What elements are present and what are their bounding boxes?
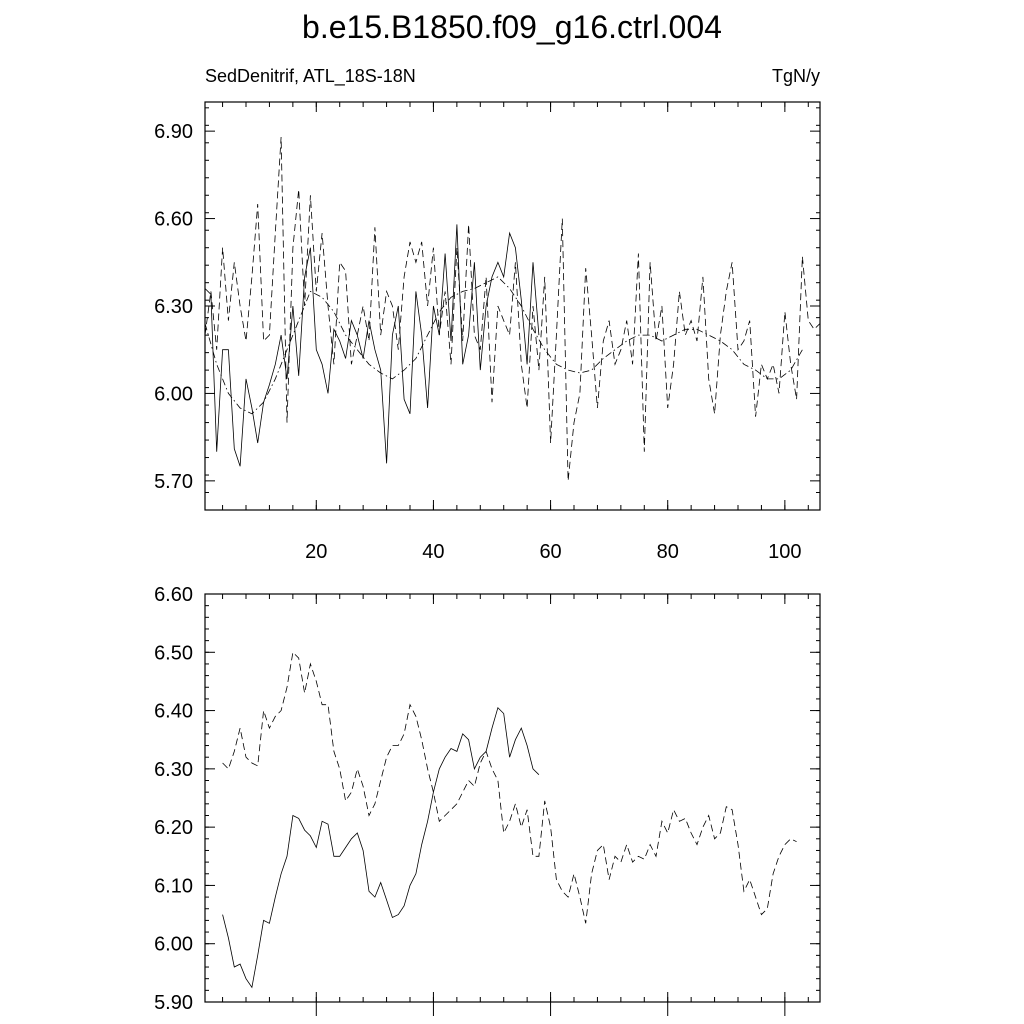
x-tick-label: 60 xyxy=(539,541,562,563)
chart-title: b.e15.B1850.f09_g16.ctrl.004 xyxy=(302,9,722,45)
series-line-dot-dash xyxy=(205,277,802,414)
y-tick-label: 6.60 xyxy=(154,584,193,606)
x-tick-label: 80 xyxy=(656,541,679,563)
y-tick-label: 6.30 xyxy=(154,296,193,318)
plot-frame xyxy=(205,102,820,510)
x-tick-label: 100 xyxy=(768,541,802,563)
plot-frame xyxy=(205,594,820,1002)
y-tick-label: 5.70 xyxy=(154,470,193,493)
y-tick-label: 6.30 xyxy=(154,758,193,781)
top-panel xyxy=(154,102,820,563)
y-tick-label: 6.20 xyxy=(154,817,193,840)
series-line-dashed xyxy=(223,652,797,923)
y-tick-label: 6.50 xyxy=(154,642,193,665)
series-line-dashed xyxy=(205,137,820,481)
y-tick-label: 5.90 xyxy=(154,992,193,1014)
right-subtitle: TgN/y xyxy=(771,66,820,86)
y-tick-label: 6.60 xyxy=(154,208,193,231)
y-tick-label: 6.90 xyxy=(154,121,193,144)
series-line-solid xyxy=(223,708,539,988)
y-tick-label: 6.10 xyxy=(154,875,193,898)
left-subtitle: SedDenitrif, ATL_18S-18N xyxy=(205,66,416,86)
x-tick-label: 40 xyxy=(422,541,445,563)
bottom-panel xyxy=(154,584,820,1016)
y-tick-label: 6.00 xyxy=(154,933,193,956)
y-tick-label: 6.00 xyxy=(154,383,193,406)
y-tick-label: 6.40 xyxy=(154,700,193,723)
series-line-solid xyxy=(205,224,539,466)
x-tick-label: 20 xyxy=(305,541,328,563)
